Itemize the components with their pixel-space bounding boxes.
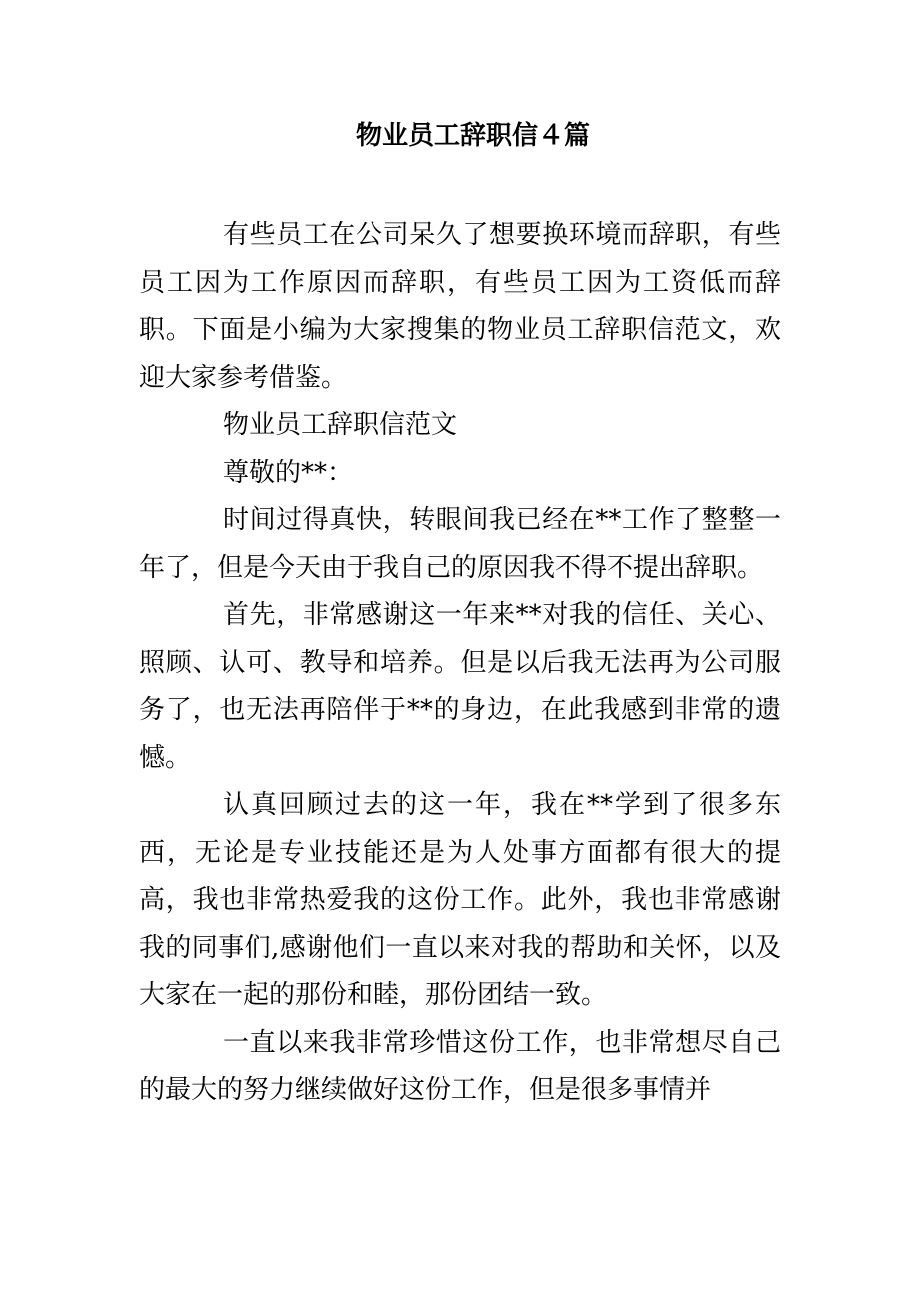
salutation: 尊敬的**： [223, 457, 354, 488]
body-paragraph: 认真回顾过去的这一年，我在**学到了很多东西，无论是专业技能还是为人处事方面都有很大的提高，我也非常热爱我的这份工作。此外，我也非常感谢我的同事们,感谢他们一直以来对我的帮助和关怀，以及大家在一起的那份和睦，那份团结一致。 [139, 790, 781, 1010]
section-heading: 物业员工辞职信范文 [223, 410, 458, 440]
intro-paragraph: 有些员工在公司呆久了想要换环境而辞职，有些员工因为工作原因而辞职，有些员工因为工资低而辞职。下面是小编为大家搜集的物业员工辞职信范文，欢迎大家参考借鉴。 [139, 220, 781, 393]
document-body [139, 212, 781, 1115]
body-paragraph: 首先，非常感谢这一年来**对我的信任、关心、照顾、认可、教导和培养。但是以后我无法再为公司服务了，也无法再陪伴于**的身边，在此我感到非常的遗憾。 [139, 600, 781, 773]
body-paragraph: 时间过得真快，转眼间我已经在**工作了整整一年了，但是今天由于我自己的原因我不得不提出辞职。 [139, 505, 781, 583]
body-paragraph: 一直以来我非常珍惜这份工作，也非常想尽自己的最大的努力继续做好这份工作，但是很多事情并 [139, 1027, 781, 1105]
document-title: 物业员工辞职信４篇 [355, 121, 590, 151]
